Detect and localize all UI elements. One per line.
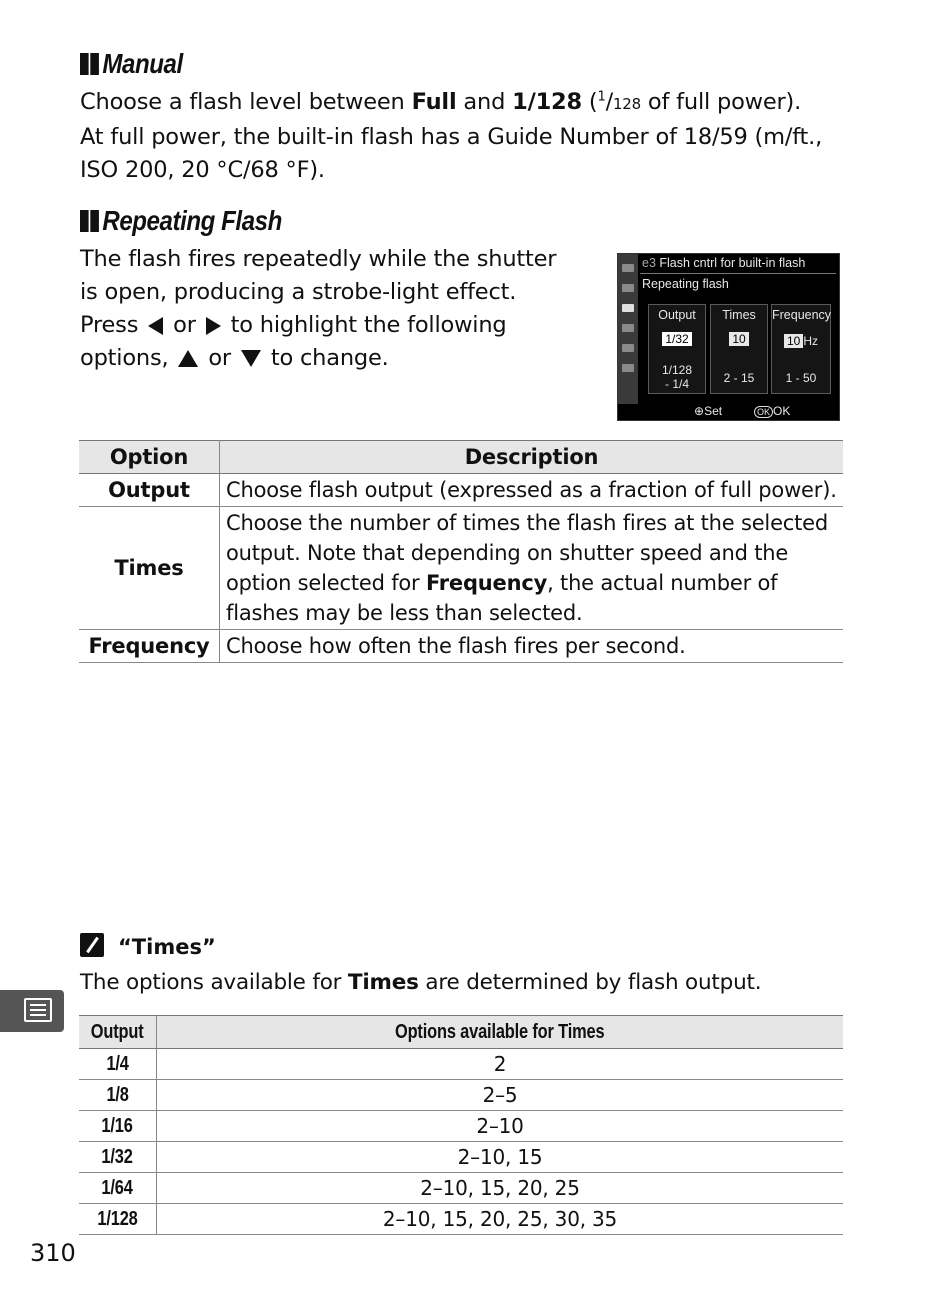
recent-settings-tab-icon bbox=[622, 364, 634, 372]
section-marker-icon bbox=[80, 210, 99, 232]
menu-list-icon bbox=[24, 998, 52, 1022]
repeating-flash-heading: Repeating Flash bbox=[80, 205, 282, 237]
times-column[interactable]: Times 10 2 - 15 bbox=[710, 304, 768, 394]
setup-tab-icon bbox=[622, 324, 634, 332]
screen-title: e3 Flash cntrl for built-in flash bbox=[642, 256, 806, 270]
table-row: 1/128 2–10, 15, 20, 25, 30, 35 bbox=[79, 1204, 843, 1235]
table-row: 1/4 2 bbox=[79, 1049, 843, 1080]
shooting-tab-icon bbox=[622, 284, 634, 292]
times-options-table bbox=[79, 1015, 843, 1235]
table-row: Frequency Choose how often the flash fires per second. bbox=[79, 630, 843, 663]
output-value[interactable]: 1/32 bbox=[662, 332, 691, 346]
multi-selector-icon: ⊕ bbox=[694, 404, 705, 418]
menu-guide-tab[interactable] bbox=[0, 990, 64, 1032]
header-description: Description bbox=[220, 441, 844, 474]
times-description: Choose the number of times the flash fires at the selected output. Note that depending on shutter speed and the option selected for Frequency, the actual number of flashes may be less than selected. bbox=[220, 507, 844, 630]
manual-heading: Manual bbox=[80, 48, 183, 80]
table-row: Output Choose flash output (expressed as a fraction of full power). bbox=[79, 474, 843, 507]
table-row: Times Choose the number of times the flash fires at the selected output. Note that depending on shutter speed and the option selected for Frequency, the actual number of flashes may be less than selected. bbox=[79, 507, 843, 630]
retouch-tab-icon bbox=[622, 344, 634, 352]
output-range: 1/128 - 1/4 bbox=[661, 363, 693, 391]
page-number: 310 bbox=[30, 1239, 76, 1267]
down-arrow-icon bbox=[241, 350, 261, 367]
times-value[interactable]: 10 bbox=[729, 332, 748, 346]
header-options: Options available for Times bbox=[157, 1016, 844, 1049]
screen-footer: ⊕Set OK OK bbox=[694, 404, 791, 418]
times-range: 2 - 15 bbox=[723, 371, 755, 385]
table-row: 1/32 2–10, 15 bbox=[79, 1142, 843, 1173]
table-row: 1/16 2–10 bbox=[79, 1111, 843, 1142]
table-row: 1/8 2–5 bbox=[79, 1080, 843, 1111]
table-row: 1/64 2–10, 15, 20, 25 bbox=[79, 1173, 843, 1204]
manual-paragraph: Choose a flash level between Full and 1/128 ($^1$/128 of full power). At full power, the built-in flash has a Guide Number of 18/59 (m/ft., ISO 200, 20 °C/68 °F). bbox=[80, 89, 823, 183]
up-arrow-icon bbox=[178, 350, 198, 367]
custom-settings-tab-icon bbox=[622, 304, 634, 312]
camera-menu-screen bbox=[617, 253, 840, 421]
frequency-value[interactable]: 10 bbox=[784, 334, 803, 348]
menu-tabs bbox=[618, 254, 638, 404]
playback-tab-icon bbox=[622, 264, 634, 272]
ok-button-icon: OK bbox=[754, 406, 773, 418]
left-arrow-icon bbox=[148, 317, 163, 335]
section-marker-icon bbox=[80, 53, 99, 75]
option-table bbox=[79, 440, 843, 663]
note-title: “Times” bbox=[118, 935, 216, 959]
note-text: The options available for Times are determined by flash output. bbox=[80, 970, 762, 995]
frequency-range: 1 - 50 bbox=[785, 371, 817, 385]
header-output: Output bbox=[79, 1016, 157, 1049]
screen-subtitle: Repeating flash bbox=[642, 277, 729, 291]
repeating-flash-paragraph: The flash fires repeatedly while the shutter is open, producing a strobe-light effect. Press or to highlight the following options, or to change. bbox=[80, 246, 557, 371]
output-column[interactable]: Output 1/32 1/128 - 1/4 bbox=[648, 304, 706, 394]
frequency-column[interactable]: Frequency 10 Hz 1 - 50 bbox=[771, 304, 831, 394]
right-arrow-icon bbox=[206, 317, 221, 335]
header-option: Option bbox=[79, 441, 220, 474]
note-icon bbox=[80, 933, 104, 957]
